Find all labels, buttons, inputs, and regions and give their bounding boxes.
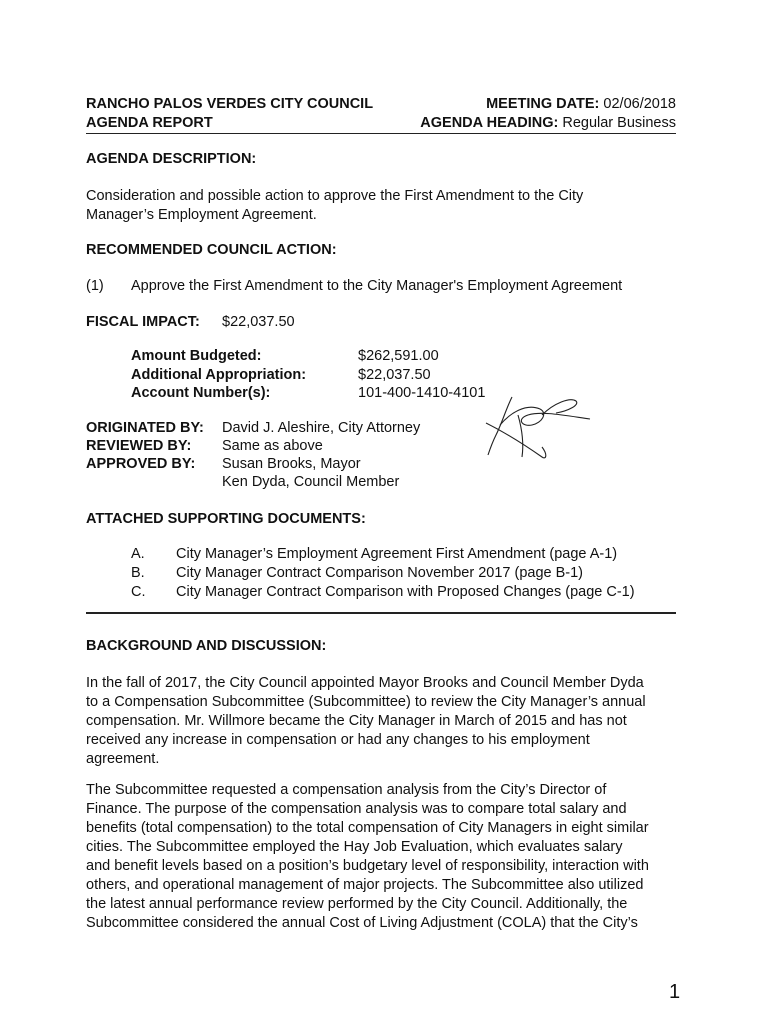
- agenda-description-line2: Manager’s Employment Agreement.: [86, 207, 317, 223]
- background-paragraph-2: [86, 781, 681, 933]
- recommended-action-heading: RECOMMENDED COUNCIL ACTION:: [86, 242, 337, 258]
- attachments-heading: ATTACHED SUPPORTING DOCUMENTS:: [86, 511, 366, 527]
- attachment-text: City Manager’s Employment Agreement First Amendment (page A-1): [176, 546, 618, 562]
- header-rule: [86, 133, 676, 134]
- account-number-value: 101-400-1410-4101: [358, 385, 486, 401]
- originated-by-value: David J. Aleshire, City Attorney: [222, 420, 421, 436]
- reviewed-by-label: REVIEWED BY:: [86, 438, 192, 454]
- agenda-description-line1: Consideration and possible action to approve the First Amendment to the City: [86, 188, 584, 204]
- report-header: [86, 95, 676, 133]
- paragraph-line: to a Compensation Subcommittee (Subcommittee) to review the City Manager’s annual: [86, 694, 646, 710]
- meeting-date-label: MEETING DATE:: [486, 96, 600, 112]
- paragraph-line: received any increase in compensation or had any changes to his employment: [86, 732, 590, 748]
- paragraph-line: The Subcommittee requested a compensation analysis from the City’s Director of: [86, 782, 607, 798]
- paragraph-line: benefits (total compensation) to the total compensation of City Managers in eight similar: [86, 820, 649, 836]
- section-rule: [86, 612, 676, 614]
- agenda-heading: Regular Business: [562, 115, 676, 131]
- paragraph-line: and benefit levels based on a position’s budgetary level of responsibility, interaction with: [86, 858, 649, 874]
- meeting-date: 02/06/2018: [603, 96, 676, 112]
- council-name: RANCHO PALOS VERDES CITY COUNCIL: [86, 96, 374, 112]
- reviewed-by-value: Same as above: [222, 438, 323, 454]
- action-number: (1): [86, 278, 104, 294]
- approved-by-council-member: Ken Dyda, Council Member: [222, 474, 400, 490]
- page-number: 1: [669, 981, 681, 1003]
- action-text: Approve the First Amendment to the City Manager's Employment Agreement: [131, 278, 623, 294]
- paragraph-line: Subcommittee considered the annual Cost of Living Adjustment (COLA) that the City’s: [86, 915, 638, 931]
- background-paragraph-1: [86, 674, 681, 769]
- approved-by-label: APPROVED BY:: [86, 456, 196, 472]
- attachment-text: City Manager Contract Comparison November 2017 (page B-1): [176, 565, 583, 581]
- account-number-label: Account Number(s):: [131, 385, 271, 401]
- additional-appropriation-value: $22,037.50: [358, 367, 431, 383]
- attachment-letter: A.: [131, 546, 145, 562]
- background-heading: BACKGROUND AND DISCUSSION:: [86, 638, 327, 654]
- attachment-letter: B.: [131, 565, 145, 581]
- amount-budgeted-value: $262,591.00: [358, 348, 439, 364]
- fiscal-impact-value: $22,037.50: [222, 314, 295, 330]
- paragraph-line: the latest annual performance review performed by the City Council. Additionally, the: [86, 896, 628, 912]
- attachment-text: City Manager Contract Comparison with Proposed Changes (page C-1): [176, 584, 635, 600]
- paragraph-line: cities. The Subcommittee employed the Hay Job Evaluation, which evaluates salary: [86, 839, 623, 855]
- amount-budgeted-label: Amount Budgeted:: [131, 348, 262, 364]
- report-type: AGENDA REPORT: [86, 115, 213, 131]
- attachment-item: [86, 583, 681, 602]
- agenda-description-heading: AGENDA DESCRIPTION:: [86, 151, 257, 167]
- agenda-heading-label: AGENDA HEADING:: [420, 115, 559, 131]
- attachment-letter: C.: [131, 584, 146, 600]
- attachments-list: [86, 545, 681, 602]
- paragraph-line: Finance. The purpose of the compensation analysis was to compare total salary and: [86, 801, 627, 817]
- additional-appropriation-label: Additional Appropriation:: [131, 367, 307, 383]
- paragraph-line: agreement.: [86, 751, 160, 767]
- signature-mark: [482, 395, 592, 465]
- attachment-item: [86, 564, 681, 583]
- approved-by-mayor: Susan Brooks, Mayor: [222, 456, 361, 472]
- paragraph-line: others, and operational management of major projects. The Subcommittee also utilized: [86, 877, 644, 893]
- fiscal-impact-label: FISCAL IMPACT:: [86, 314, 200, 330]
- paragraph-line: compensation. Mr. Willmore became the City Manager in March of 2015 and has not: [86, 713, 627, 729]
- originated-by-label: ORIGINATED BY:: [86, 420, 204, 436]
- attachment-item: [86, 545, 681, 564]
- paragraph-line: In the fall of 2017, the City Council appointed Mayor Brooks and Council Member Dyda: [86, 675, 644, 691]
